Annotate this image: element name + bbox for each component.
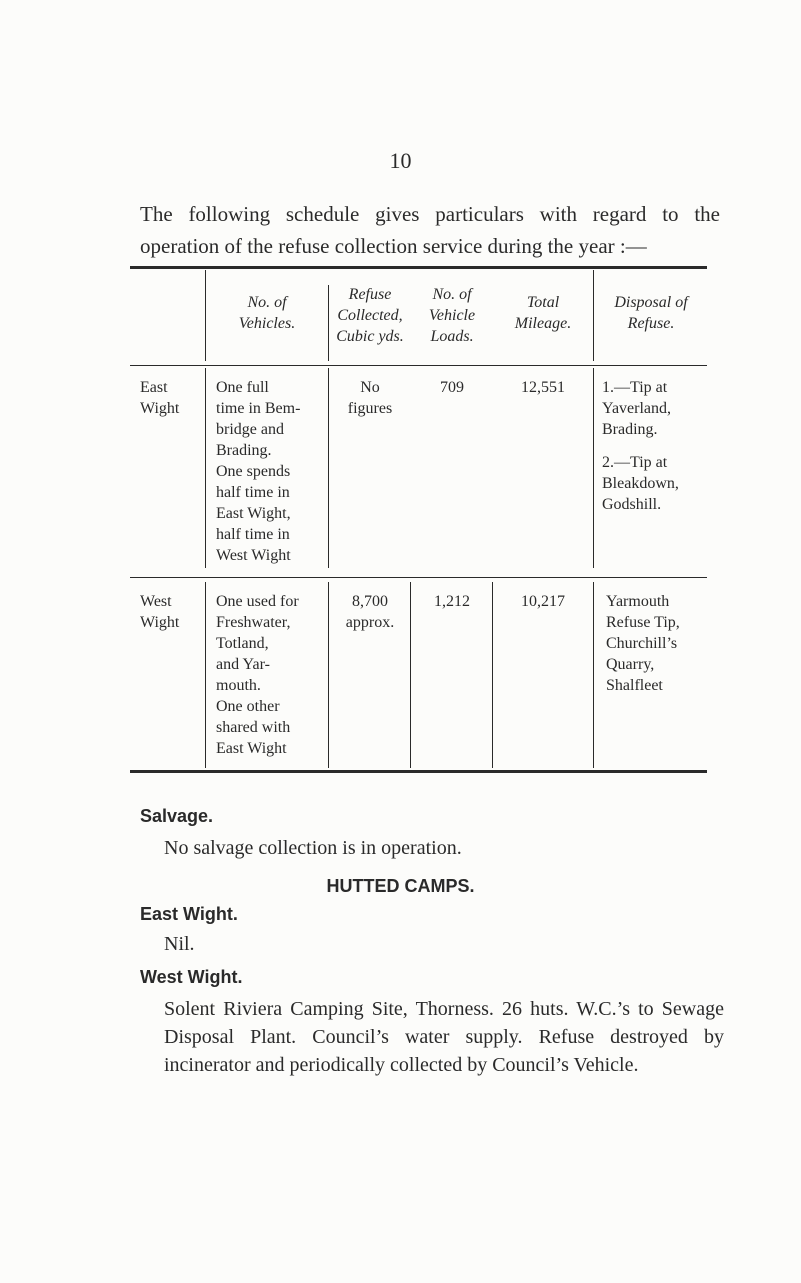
east-wight-text: Nil. [164,933,195,955]
row-vehicle-loads: 1,212 [434,593,470,610]
row-area: West Wight [140,593,180,631]
column-divider [593,582,594,768]
header-vehicle-loads: No. of Vehicle Loads. [428,286,476,345]
row-vehicles: One used for Freshwater, Totland, and Yar- mouth. One other shared with East Wight [216,593,299,757]
row-vehicles: One full time in Bem- bridge and Brading. One spends half time in East Wight, half time in West Wight [216,379,301,564]
row-divider-rule [130,577,707,578]
column-divider [593,368,594,568]
column-divider [205,270,206,361]
row-refuse-collected: 8,700 approx. [345,593,395,631]
salvage-text: No salvage collection is in operation. [164,837,462,859]
page-number: 10 [389,148,412,173]
column-divider [328,285,329,361]
column-divider [410,582,411,768]
row-total-mileage: 10,217 [521,593,565,610]
table-top-rule [130,266,707,269]
salvage-heading: Salvage. [140,806,214,826]
table-bottom-rule [130,770,707,773]
row-vehicle-loads: 709 [440,379,464,396]
east-wight-heading: East Wight. [140,904,238,924]
column-divider [205,582,206,768]
row-area: East Wight [140,379,180,417]
west-wight-text: Solent Riviera Camping Site, Thorness. 26 huts. W.C.’s to Sewage Disposal Plant. Council’s water supply. Refuse destroyed by incinerator and periodically collected by Council’s Vehicle. [164,998,724,1076]
header-refuse-collected: Refuse Collected, Cubic yds. [336,286,404,345]
row-total-mileage: 12,551 [521,379,565,396]
column-divider [328,582,329,768]
header-disposal: Disposal of Refuse. [614,294,688,332]
column-divider [328,368,329,568]
column-divider [593,270,594,361]
intro-paragraph: The following schedule gives particulars with regard to the operation of the refuse collection service during the year :— [140,202,720,258]
header-divider-rule [130,365,707,366]
row-disposal: 1.—Tip at Yaverland, Brading. 2.—Tip at Bleakdown, Godshill. [602,379,679,513]
hutted-camps-heading: HUTTED CAMPS. [326,876,475,896]
west-wight-heading: West Wight. [140,967,243,987]
row-disposal: Yarmouth Refuse Tip, Churchill’s Quarry, Shalfleet [606,593,680,694]
header-vehicles: No. of Vehicles. [238,294,296,332]
header-total-mileage: Total Mileage. [514,294,572,332]
column-divider [205,368,206,568]
row-refuse-collected: No figures [347,379,393,417]
column-divider [492,582,493,768]
